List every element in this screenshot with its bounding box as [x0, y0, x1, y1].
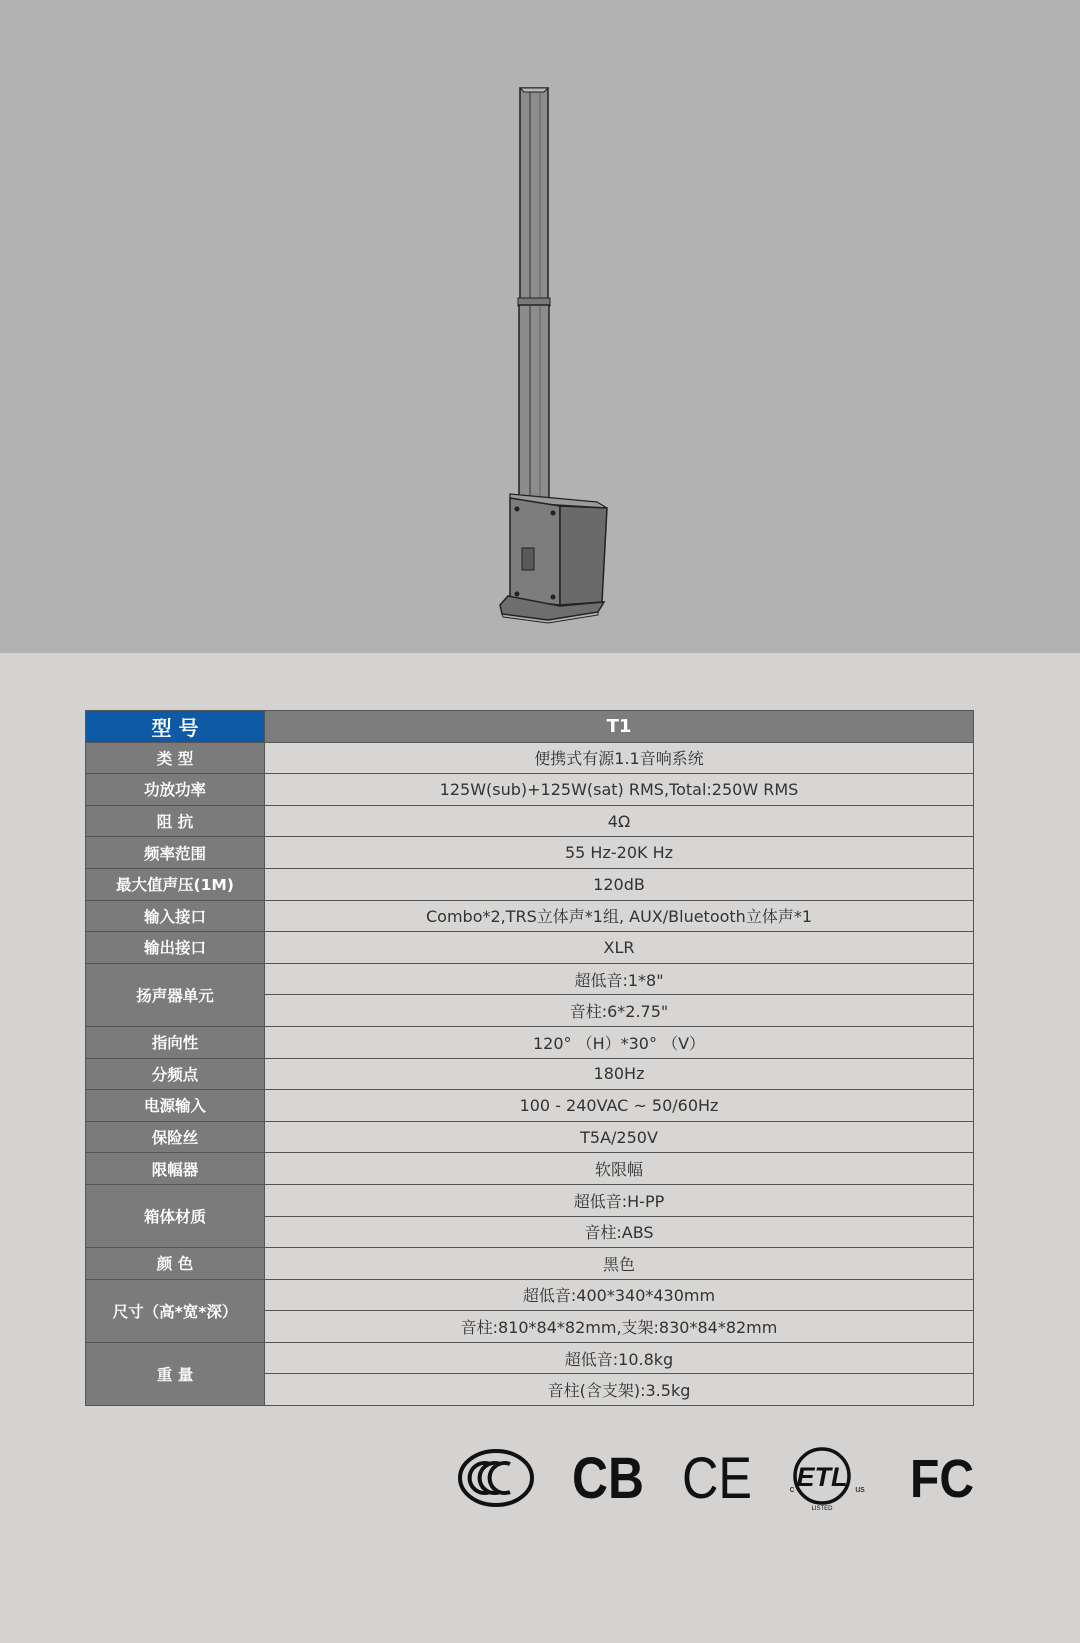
certification-logos — [450, 1440, 980, 1520]
spec-value: 100 - 240VAC ~ 50/60Hz — [265, 1090, 974, 1122]
etl-c-mark: c — [789, 1484, 795, 1494]
spec-value: Combo*2,TRS立体声*1组, AUX/Bluetooth立体声*1 — [265, 900, 974, 932]
etl-logo-text: ETL — [796, 1462, 848, 1492]
spec-label: 箱体材质 — [86, 1184, 265, 1247]
spec-value: T5A/250V — [265, 1121, 974, 1153]
spec-table-body — [86, 711, 974, 1406]
spec-label: 颜 色 — [86, 1248, 265, 1280]
spec-value: 超低音:400*340*430mm — [265, 1279, 974, 1311]
spec-row — [86, 1121, 974, 1153]
spec-label: 扬声器单元 — [86, 963, 265, 1026]
spec-row — [86, 1248, 974, 1280]
column-speaker-illustration — [0, 0, 1080, 653]
spec-label: 频率范围 — [86, 837, 265, 869]
spec-value: 便携式有源1.1音响系统 — [265, 742, 974, 774]
spec-row — [86, 805, 974, 837]
spec-value: 4Ω — [265, 805, 974, 837]
ccc-logo — [460, 1451, 532, 1525]
spec-value: 125W(sub)+125W(sat) RMS,Total:250W RMS — [265, 774, 974, 806]
spec-value: 音柱:ABS — [265, 1216, 974, 1248]
spec-value: 音柱(含支架):3.5kg — [265, 1374, 974, 1406]
spec-row — [86, 1090, 974, 1122]
etl-logo — [790, 1449, 865, 1512]
etl-listed-mark: LISTED — [811, 1506, 833, 1512]
spec-label: 阻 抗 — [86, 805, 265, 837]
spec-label: 输入接口 — [86, 900, 265, 932]
spec-value: 120dB — [265, 868, 974, 900]
spec-table — [85, 710, 974, 1406]
spec-value: 超低音:1*8" — [265, 963, 974, 995]
spec-label: 尺寸（高*宽*深） — [86, 1279, 265, 1342]
spec-value: 超低音:10.8kg — [265, 1342, 974, 1374]
spec-label: 电源输入 — [86, 1090, 265, 1122]
spec-value: 音柱:810*84*82mm,支架:830*84*82mm — [265, 1311, 974, 1343]
spec-label: 输出接口 — [86, 932, 265, 964]
spec-value: 55 Hz-20K Hz — [265, 837, 974, 869]
spec-label: 功放功率 — [86, 774, 265, 806]
spec-row — [86, 1184, 974, 1216]
spec-label: 限幅器 — [86, 1153, 265, 1185]
spec-row — [86, 932, 974, 964]
product-hero — [0, 0, 1080, 653]
spec-label: 最大值声压(1M) — [86, 868, 265, 900]
model-label: 型 号 — [86, 711, 265, 743]
spec-value: 120° （H）*30° （V） — [265, 1026, 974, 1058]
spec-label: 重 量 — [86, 1342, 265, 1405]
spec-label: 分频点 — [86, 1058, 265, 1090]
spec-row — [86, 963, 974, 995]
spec-value: 软限幅 — [265, 1153, 974, 1185]
spec-value: 180Hz — [265, 1058, 974, 1090]
spec-row — [86, 1153, 974, 1185]
spec-row — [86, 837, 974, 869]
spec-value: 黑色 — [265, 1248, 974, 1280]
spec-value: 音柱:6*2.75" — [265, 995, 974, 1027]
spec-value: 超低音:H-PP — [265, 1184, 974, 1216]
spec-header-row — [86, 711, 974, 743]
spec-row — [86, 1342, 974, 1374]
spec-row — [86, 868, 974, 900]
spec-row — [86, 1026, 974, 1058]
etl-us-mark: us — [855, 1484, 865, 1494]
spec-row — [86, 742, 974, 774]
spec-label: 保险丝 — [86, 1121, 265, 1153]
spec-row — [86, 1058, 974, 1090]
fcc-logo: FC — [910, 1449, 974, 1509]
ce-logo: CE — [682, 1446, 752, 1511]
model-value: T1 — [265, 711, 974, 743]
spec-row — [86, 1279, 974, 1311]
cb-logo: CB — [572, 1446, 644, 1511]
spec-row — [86, 774, 974, 806]
spec-label: 指向性 — [86, 1026, 265, 1058]
spec-row — [86, 900, 974, 932]
spec-label: 类 型 — [86, 742, 265, 774]
spec-value: XLR — [265, 932, 974, 964]
